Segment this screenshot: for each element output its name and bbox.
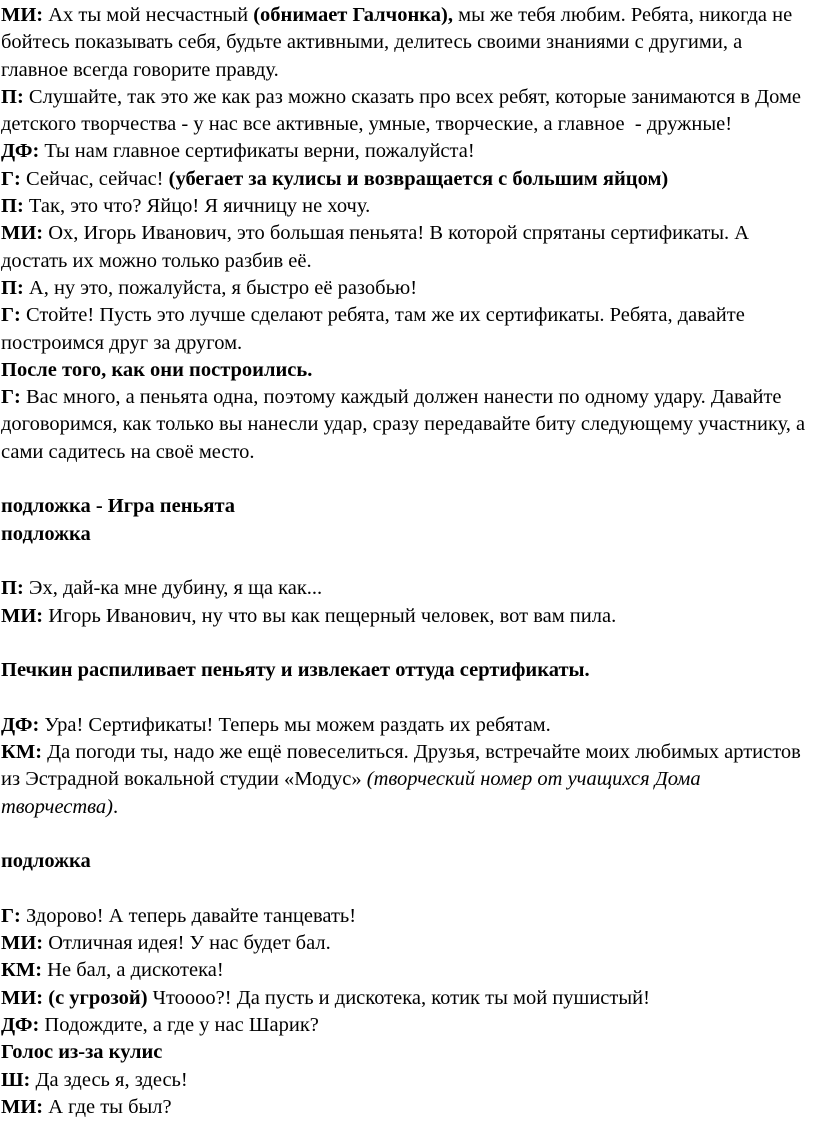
- speaker-label: Г:: [1, 304, 21, 327]
- speaker-label: Г:: [1, 167, 21, 190]
- speaker-label: КМ:: [1, 959, 43, 982]
- dialogue-text: Подождите, а где у нас Шарик?: [39, 1013, 319, 1036]
- dialogue-text: мы же тебя любим. Ребята, никогда не бойтесь показывать себя, будьте активными, делитесь своими знаниями с другими, а главное всегда говорите правду.: [1, 4, 798, 81]
- line-km-1: [1, 739, 810, 821]
- blank-line: [1, 821, 810, 848]
- speaker-label: Печкин распиливает пеньяту и извлекает оттуда сертификаты.: [1, 659, 590, 682]
- line-mi-6: [1, 1094, 810, 1121]
- dialogue-text: Эх, дай-ка мне дубину, я ща как...: [23, 577, 323, 600]
- blank-line: [1, 684, 810, 711]
- speaker-label: МИ:: [1, 932, 44, 955]
- line-df-3: [1, 1012, 810, 1039]
- line-df-1: [1, 138, 810, 165]
- stage-direction-saw: [1, 657, 810, 684]
- stage-direction-offstage-voice: [1, 1039, 810, 1066]
- line-g-2: [1, 302, 810, 357]
- dialogue-text: Так, это что? Яйцо! Я яичницу не хочу.: [23, 195, 371, 218]
- blank-line: [1, 876, 810, 903]
- bold-text: (убегает за кулисы и возвращается с большим яйцом): [168, 167, 669, 190]
- dialogue-text: Слушайте, так это же как раз можно сказать про всех ребят, которые занимаются в Доме детского творчества - у нас все активные, умные, творческие, а главное - дружные!: [1, 85, 807, 136]
- line-mi-1: [1, 2, 810, 84]
- dialogue-text: Здорово! А теперь давайте танцевать!: [20, 904, 357, 927]
- blank-line: [1, 466, 810, 493]
- speaker-label: подложка: [1, 522, 91, 545]
- backdrop-pinata-game: [1, 493, 810, 520]
- speaker-label: ДФ:: [1, 140, 40, 163]
- line-mi-2: [1, 220, 810, 275]
- blank-line: [1, 630, 810, 657]
- dialogue-text: Ах ты мой несчастный: [43, 4, 254, 26]
- speaker-label: П:: [1, 85, 24, 108]
- line-p-3: [1, 275, 810, 302]
- bold-text: (обнимает Галчонка),: [253, 4, 454, 26]
- dialogue-text: Ура! Сертификаты! Теперь мы можем раздать их ребятам.: [39, 713, 551, 736]
- speaker-label: КМ:: [1, 741, 43, 764]
- bold-text: (с угрозой): [48, 986, 148, 1009]
- dialogue-text: А, ну это, пожалуйста, я быстро её разобью!: [23, 276, 418, 299]
- backdrop-2: [1, 848, 810, 875]
- dialogue-text: Не бал, а дискотека!: [42, 959, 224, 982]
- line-sh-1: [1, 1067, 810, 1094]
- italic-text: (творческий номер от учащихся Дома творчества): [1, 768, 706, 818]
- dialogue-text: Ох, Игорь Иванович, это большая пеньята! В которой спрятаны сертификаты. А достать их можно только разбив её.: [1, 222, 755, 272]
- speaker-label: МИ:: [1, 4, 44, 26]
- line-p-1: [1, 84, 810, 139]
- speaker-label: МИ:: [1, 604, 44, 627]
- speaker-label: П:: [1, 577, 24, 600]
- line-p-2: [1, 193, 810, 220]
- dialogue-text: Да погоди ты, надо же ещё повеселиться. Друзья, встречайте моих любимых артистов из Эстрадной вокальной студии «Модус»: [1, 741, 806, 791]
- stage-direction-lineup: [1, 357, 810, 384]
- line-mi-3: [1, 603, 810, 630]
- dialogue-text: Вас много, а пеньята одна, поэтому каждый должен нанести по одному удару. Давайте договоримся, как только вы нанесли удар, сразу передавайте биту следующему участнику, а сами садитесь на своё место.: [1, 386, 811, 463]
- speaker-label: подложка - Игра пеньята: [1, 495, 236, 518]
- speaker-label: Голос из-за кулис: [1, 1041, 163, 1064]
- dialogue-text: А где ты был?: [43, 1095, 172, 1118]
- speaker-label: После того, как они построились.: [1, 358, 313, 381]
- speaker-label: подложка: [1, 850, 91, 873]
- dialogue-text: Игорь Иванович, ну что вы как пещерный человек, вот вам пила.: [43, 604, 617, 627]
- dialogue-text: Отличная идея! У нас будет бал.: [43, 932, 331, 955]
- speaker-label: МИ:: [1, 1095, 44, 1118]
- speaker-label: П:: [1, 276, 24, 299]
- dialogue-text: .: [113, 795, 119, 818]
- line-p-4: [1, 575, 810, 602]
- line-mi-4: [1, 930, 810, 957]
- speaker-label: ДФ:: [1, 1013, 40, 1036]
- dialogue-text: Стойте! Пусть это лучше сделают ребята, там же их сертификаты. Ребята, давайте построимся друг за другом.: [1, 304, 750, 354]
- line-g-4: [1, 903, 810, 930]
- line-mi-5: [1, 985, 810, 1012]
- dialogue-text: Чтоооо?! Да пусть и дискотека, котик ты мой пушистый!: [147, 986, 650, 1009]
- line-g-1: [1, 166, 810, 193]
- dialogue-text: Да здесь я, здесь!: [30, 1068, 188, 1091]
- speaker-label: МИ:: [1, 222, 44, 245]
- speaker-label: Г:: [1, 386, 21, 409]
- speaker-label: Ш:: [1, 1068, 31, 1091]
- line-df-2: [1, 712, 810, 739]
- blank-line: [1, 548, 810, 575]
- backdrop-1: [1, 521, 810, 548]
- line-km-2: [1, 957, 810, 984]
- dialogue-text: Сейчас, сейчас!: [20, 167, 169, 190]
- line-g-3: [1, 384, 810, 466]
- speaker-label: П:: [1, 195, 24, 218]
- speaker-label: МИ:: [1, 986, 44, 1009]
- speaker-label: ДФ:: [1, 713, 40, 736]
- dialogue-text: Ты нам главное сертификаты верни, пожалуйста!: [39, 140, 475, 163]
- speaker-label: Г:: [1, 904, 21, 927]
